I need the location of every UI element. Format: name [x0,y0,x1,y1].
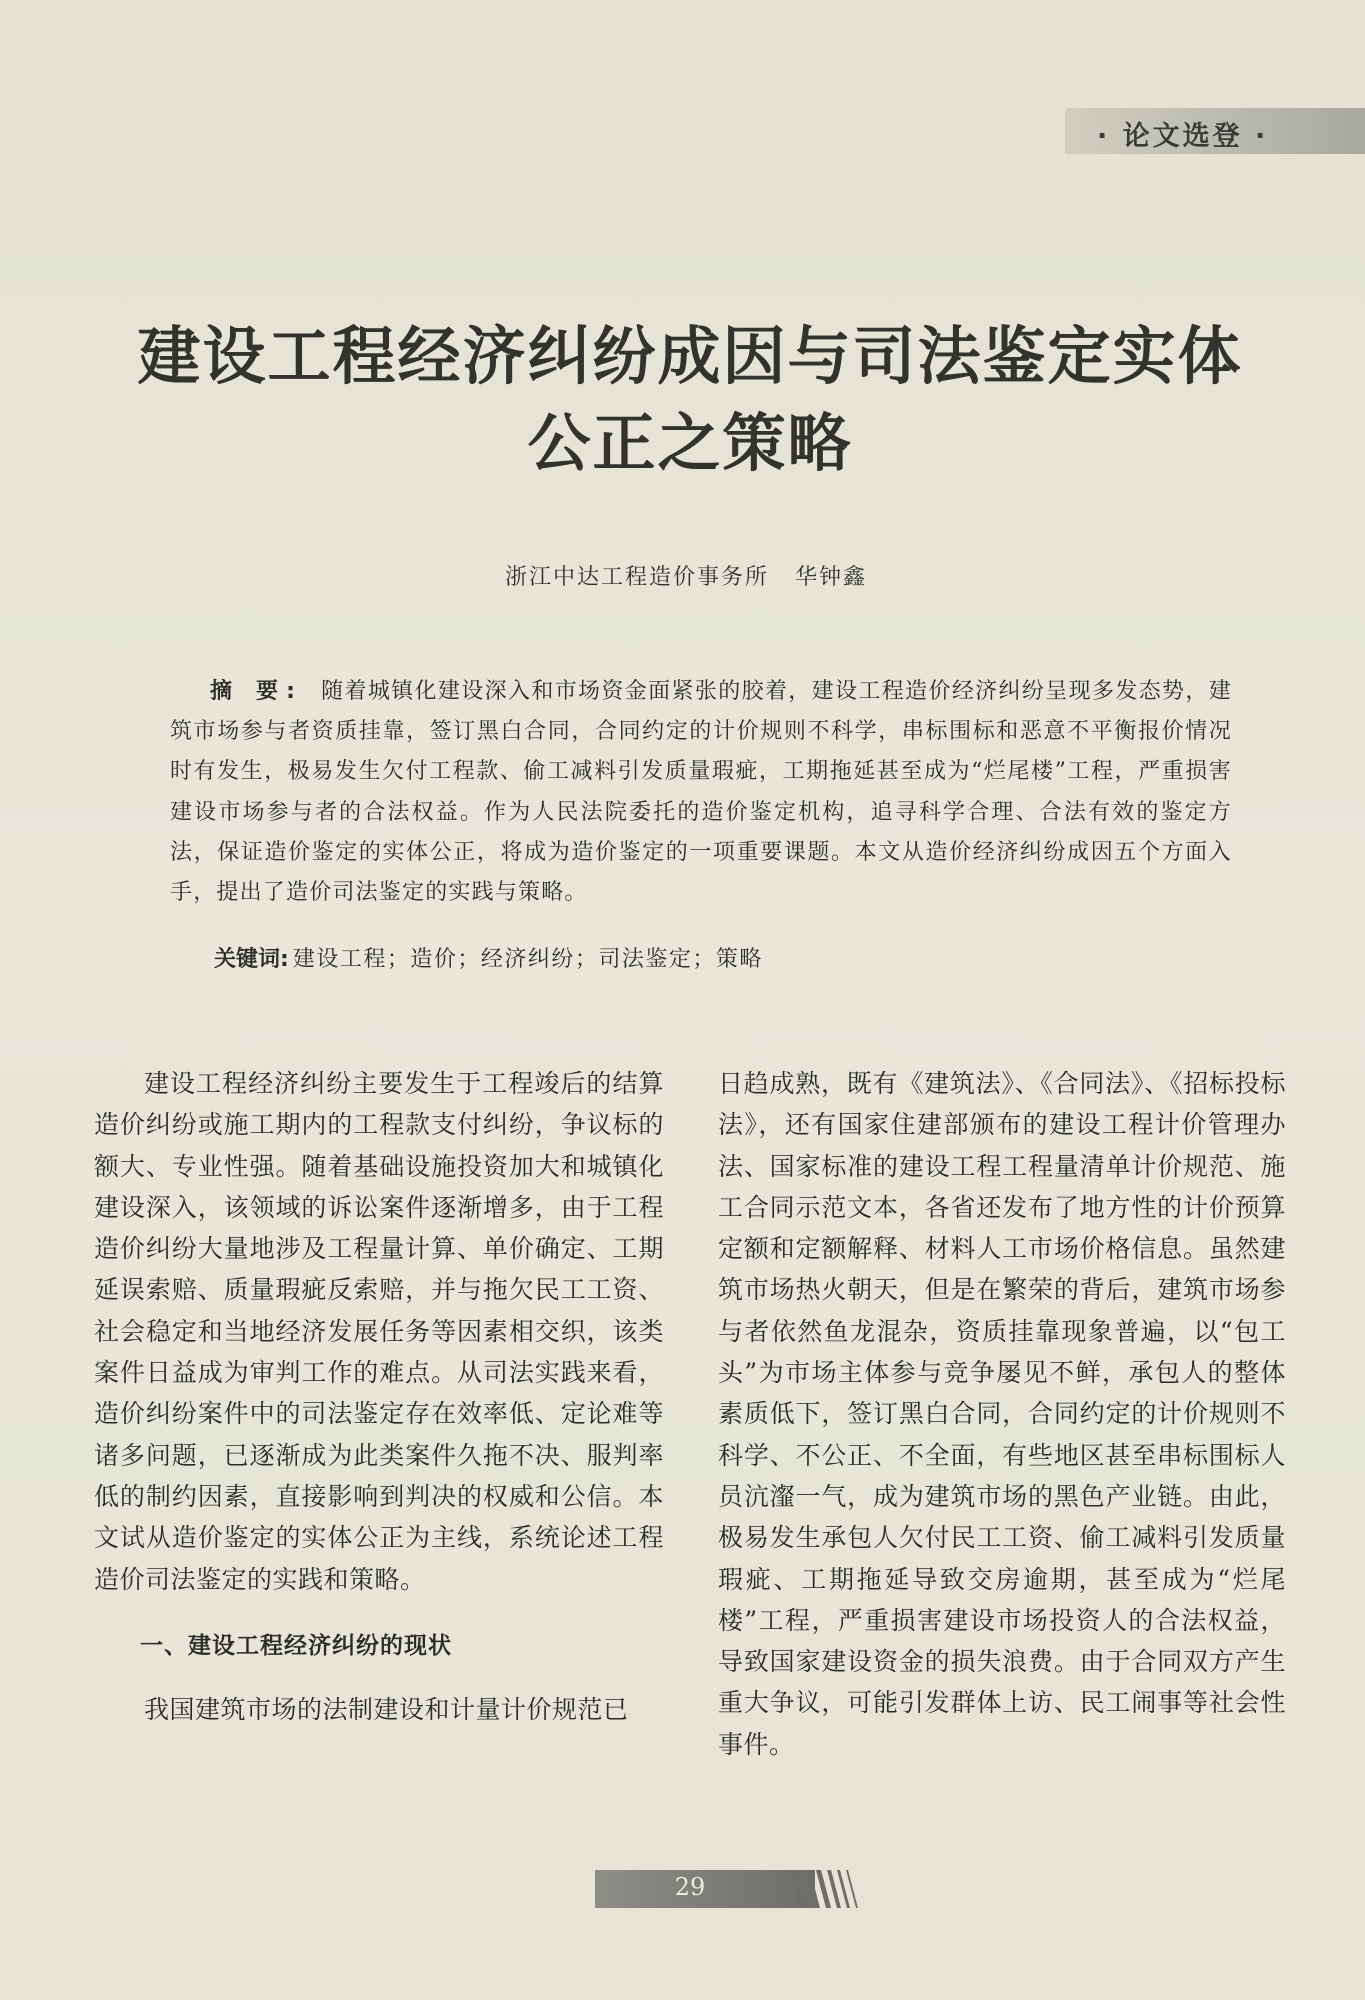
article-title-line1: 建设工程经济纠纷成因与司法鉴定实体 [137,320,1243,393]
abstract-label: 摘 要: [210,679,303,704]
body-paragraph: 日趋成熟，既有《建筑法》、《合同法》、《招标投标法》，还有国家住建部颁布的建设工程计价管理办法、国家标准的建设工程工程量清单计价规范、施工合同示范文本，各省还发布了地方性的计价预算定额和定额解释、材料人工市场价格信息。虽然建筑市场热火朝天，但是在繁荣的背后，建筑市场参与者依然鱼龙混杂，资质挂靠现象普遍，以“包工头”为市场主体参与竞争屡见不鲜，承包人的整体素质低下，签订黑白合同，合同约定的计价规则不科学、不公正、不全面，有些地区甚至串标围标人员沆瀣一气，成为建筑市场的黑色产业链。由此，极易发生承包人欠付民工工资、偷工减料引发质量瑕疵、工期拖延导致交房逾期，甚至成为“烂尾楼”工程，严重损害建设市场投资人的合法权益，导致国家建设资金的损失浪费。由于合同双方产生重大争议，可能引发群体上访、民工闹事等社会性事件。 [718,1069,1286,1759]
body-column-right [718,1063,1286,1765]
author-name: 华钟鑫 [795,565,868,590]
affiliation: 浙江中达工程造价事务所 [505,565,770,590]
body-column-left [94,1063,664,1730]
section-heading: 一、建设工程经济纠纷的现状 [140,1632,452,1659]
section-label: · 论文选登 · [1097,121,1269,152]
keywords-label: 关键词: [214,947,289,972]
article-title-line2: 公正之策略 [527,407,853,480]
keywords-text: 建设工程；造价；经济纠纷；司法鉴定；策略 [292,947,763,972]
byline [505,560,867,591]
abstract-text: 随着城镇化建设深入和市场资金面紧张的胶着，建设工程造价经济纠纷呈现多发态势，建筑市场参与者资质挂靠，签订黑白合同，合同约定的计价规则不科学，串标围标和恶意不平衡报价情况时有发生，极易发生欠付工程款、偷工减料引发质量瑕疵，工期拖延甚至成为“烂尾楼”工程，严重损害建设市场参与者的合法权益。作为人民法院委托的造价鉴定机构，追寻科学合理、合法有效的鉴定方法，保证造价鉴定的实体公正，将成为造价鉴定的一项重要课题。本文从造价经济纠纷成因五个方面入手，提出了造价司法鉴定的实践与策略。 [170,679,1232,906]
page-number: 29 [674,1873,706,1901]
section-label-tab [1065,108,1365,154]
body-paragraph: 我国建筑市场的法制建设和计量计价规范已 [144,1695,629,1725]
decorative-stripes [790,1870,880,1908]
abstract [170,672,1232,913]
body-paragraph: 建设工程经济纠纷主要发生于工程竣后的结算造价纠纷或施工期内的工程款支付纠纷，争议标的额大、专业性强。随着基础设施投资加大和城镇化建设深入，该领域的诉讼案件逐渐增多，由于工程造价纠纷大量地涉及工程量计算、单价确定、工期延误索赔、质量瑕疵反索赔，并与拖欠民工工资、社会稳定和当地经济发展任务等因素相交织，该类案件日益成为审判工作的难点。从司法实践来看，造价纠纷案件中的司法鉴定存在效率低、定论难等诸多问题，已逐渐成为此类案件久拖不决、服判率低的制约因素，直接影响到判决的权威和公信。本文试从造价鉴定的实体公正为主线，系统论述工程造价司法鉴定的实践和策略。 [94,1069,664,1594]
keywords [214,942,763,973]
